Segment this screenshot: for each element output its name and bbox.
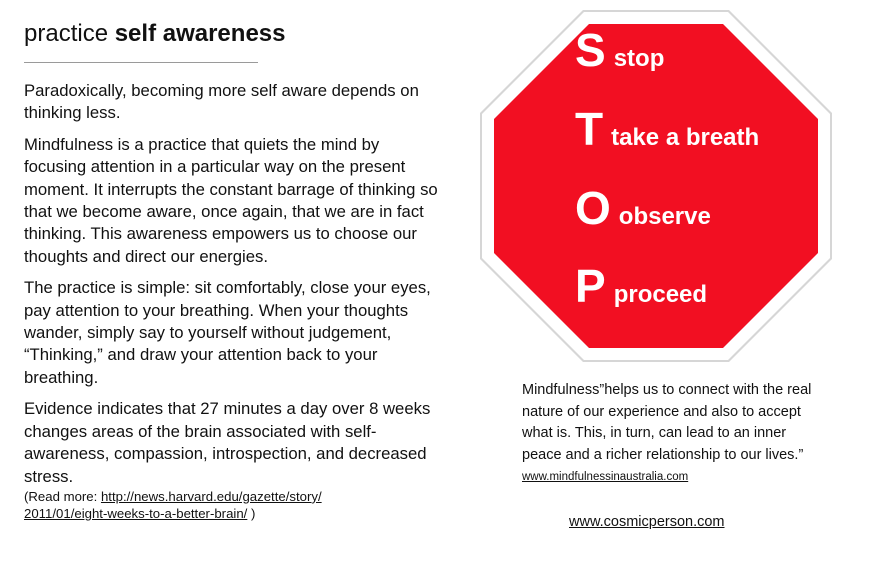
- paragraph-intro: Paradoxically, becoming more self aware depends on thinking less.: [24, 81, 419, 123]
- left-column: [24, 18, 444, 522]
- stop-word-observe: observe: [618, 203, 711, 230]
- page-title: [24, 18, 444, 50]
- reference-prefix: (Read more:: [24, 488, 101, 504]
- stop-letter-s: S: [575, 24, 606, 76]
- reference: [24, 488, 444, 522]
- stop-letter-t: T: [575, 103, 604, 155]
- stop-letter-o: O: [575, 182, 611, 234]
- quote-text: Mindfulness”helps us to connect with the real nature of our experience and also to accept what is. This, in turn, can lead to an inner peace and a richer relationship to our lives.”: [522, 382, 812, 463]
- reference-link-part2[interactable]: 2011/01/eight-weeks-to-a-better-brain/: [24, 505, 248, 521]
- paragraph-practice: The practice is simple: sit comfortably, close your eyes, pay attention to your breathing. When your thoughts wander, simply say to yourself without judgement, “Thinking,” and draw your attention back to your breathing.: [24, 278, 431, 387]
- mindfulness-quote: [522, 380, 822, 489]
- stop-row-p: [575, 260, 708, 312]
- stop-sign: [479, 9, 833, 363]
- title-divider: [24, 62, 258, 63]
- stop-row-t: [575, 103, 760, 155]
- reference-suffix: ): [247, 505, 256, 521]
- paragraph-evidence: Evidence indicates that 27 minutes a day over 8 weeks changes areas of the brain associated with self-awareness, compassion, introspection, and decreased stress.: [24, 399, 431, 486]
- stop-row-o: [575, 182, 711, 234]
- stop-word-take-a-breath: take a breath: [611, 124, 760, 151]
- reference-link-part1[interactable]: http://news.harvard.edu/gazette/story/: [100, 488, 322, 504]
- title-prefix: practice: [24, 20, 115, 47]
- stop-word-proceed: proceed: [613, 281, 708, 308]
- stop-letter-p: P: [575, 260, 606, 312]
- site-link[interactable]: www.cosmicperson.com: [569, 514, 725, 530]
- paragraph-mindfulness: Mindfulness is a practice that quiets the mind by focusing attention in a particular way on the present moment. It interrupts the constant barrage of thinking so that we become aware, once again, that we are in fact thinking. This awareness empowers us to choose our thoughts and direct our energies.: [24, 134, 438, 266]
- quote-source-link[interactable]: www.mindfulnessinaustralia.com: [522, 471, 689, 483]
- title-bold: self awareness: [114, 20, 286, 47]
- stop-word-stop: stop: [613, 45, 665, 72]
- stop-row-s: [575, 24, 665, 76]
